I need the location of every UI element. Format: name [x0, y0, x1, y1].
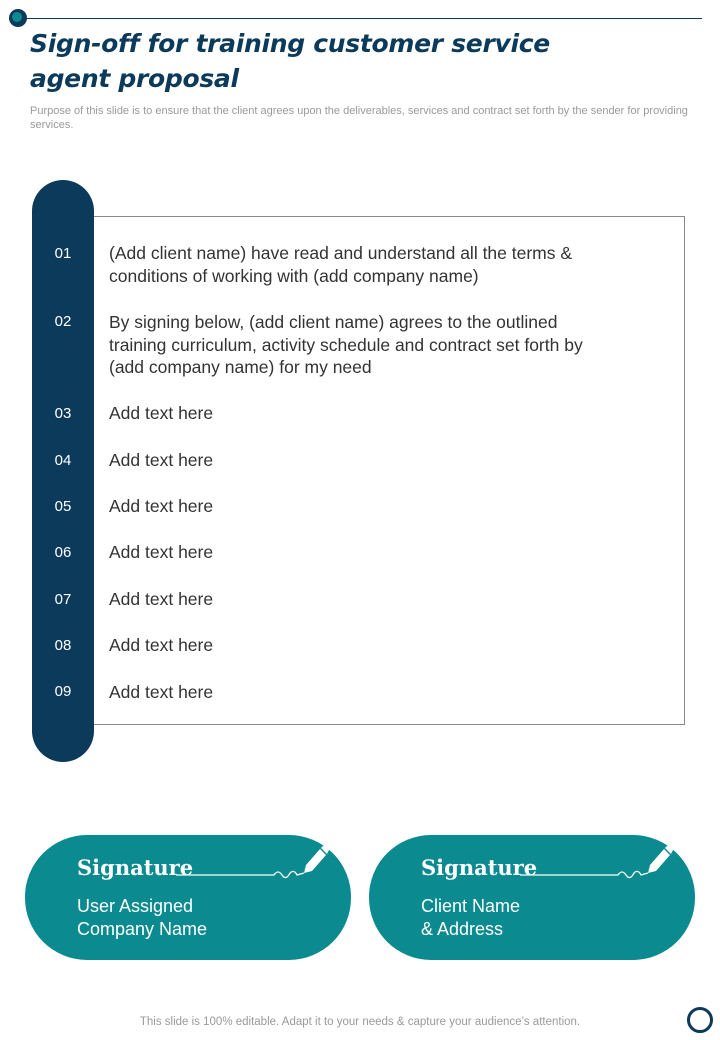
purpose-text: Purpose of this slide is to ensure that the client agrees upon the deliverables, services and contract set forth by the sender for providing services.: [30, 105, 688, 131]
number-bar: [32, 180, 94, 762]
signature-description: Client Name & Address: [421, 896, 521, 939]
item-text: Add text here: [109, 403, 214, 423]
signature-description: User Assigned Company Name: [77, 896, 208, 939]
item-text: (Add client name) have read and understand all the terms & conditions of working with (add company name): [109, 243, 573, 286]
item-text: Add text here: [109, 682, 214, 702]
item-number: 07: [54, 591, 72, 608]
footer-note: This slide is 100% editable. Adapt it to your needs & capture your audience’s attention.: [139, 1016, 581, 1028]
item-number: 02: [54, 313, 72, 330]
pen-signature-icon: [176, 835, 346, 885]
item-text: Add text here: [109, 589, 214, 609]
item-number: 05: [54, 498, 72, 515]
corner-ring-icon: [687, 1007, 713, 1033]
header-dot-inner: [12, 12, 22, 22]
item-text: Add text here: [109, 542, 214, 562]
pen-signature-icon: [520, 835, 690, 885]
item-number: 06: [54, 544, 72, 561]
item-number: 01: [54, 245, 72, 262]
page-title: Sign-off for training customer service agent proposal: [30, 29, 550, 93]
item-text: Add text here: [109, 496, 214, 516]
header-line: [18, 18, 702, 19]
header-dot-icon: [9, 9, 27, 27]
item-text: Add text here: [109, 635, 214, 655]
item-number: 04: [54, 452, 72, 469]
item-number: 03: [54, 405, 72, 422]
signature-card-user[interactable]: [25, 835, 351, 960]
item-text: By signing below, (add client name) agrees to the outlined training curriculum, activity schedule and contract set forth by (add company name) for my need: [109, 312, 583, 377]
item-text: Add text here: [109, 450, 214, 470]
item-number: 08: [54, 637, 72, 654]
signature-label: Signature: [77, 855, 194, 880]
item-number: 09: [54, 683, 72, 700]
signature-card-client[interactable]: [369, 835, 695, 960]
signature-label: Signature: [421, 855, 538, 880]
